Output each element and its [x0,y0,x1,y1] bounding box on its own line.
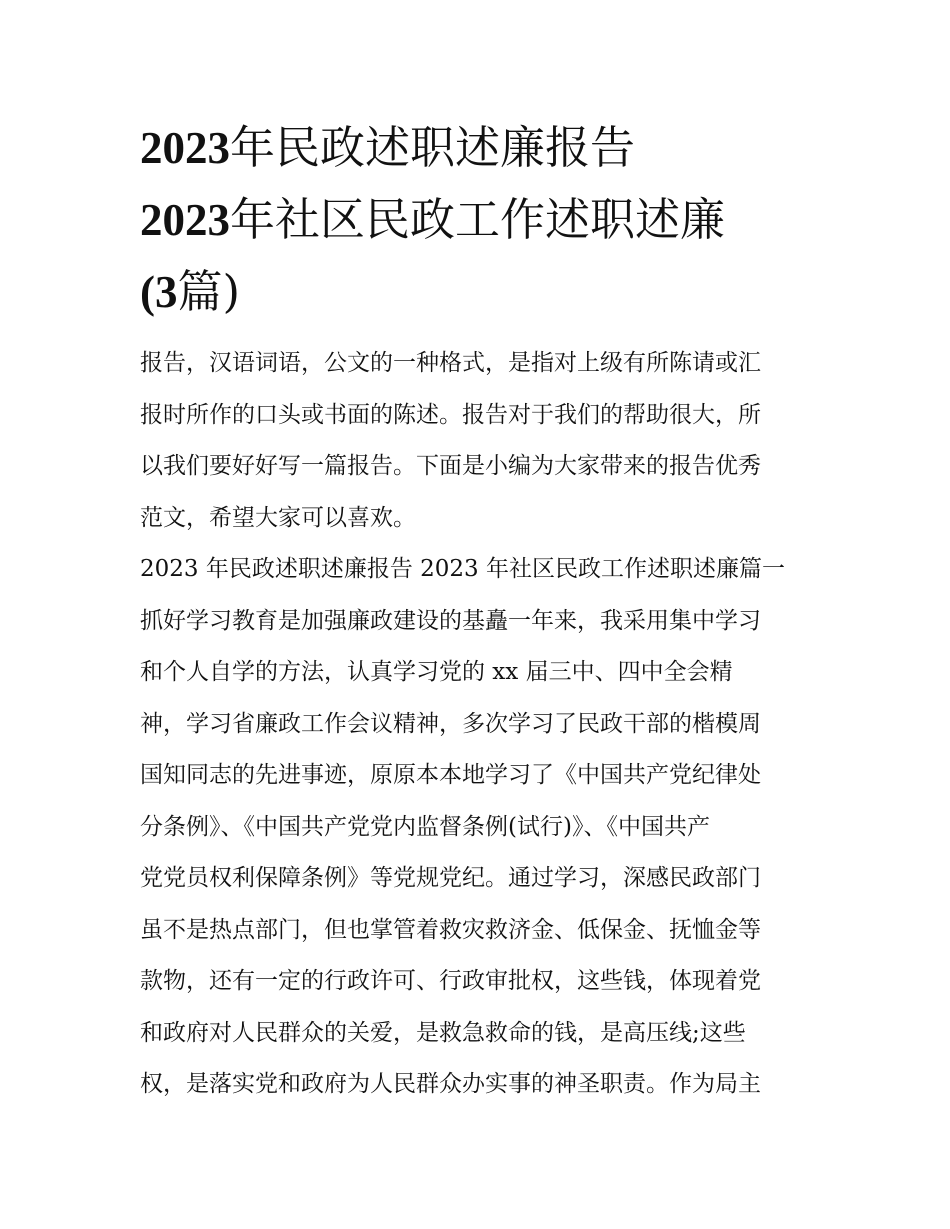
title-line-2-number: 2023 [140,195,230,245]
body-line: 神，学习省廉政工作会议精神，多次学习了民政干部的楷模周 [140,710,761,737]
title-line-2 [140,184,812,256]
body-line: 权，是落实党和政府为人民群众办实事的神圣职责。作为局主 [140,1071,761,1097]
title-line-3-text: 篇) [177,265,241,318]
title-line-1-text: 年民政述职述廉报告 [230,121,636,174]
title-line-2-text: 年社区民政工作述职述廉 [230,193,726,246]
title-line-1-number: 2023 [140,123,230,173]
body-line: 报告，汉语词语，公文的一种格式，是指对上级有所陈请或汇 [140,350,761,376]
body-line: 国知同志的先进事迹，原原本本地学习了《中国共产党纪律处 [140,762,761,788]
body-line: 抓好学习教育是加强廉政建设的基矗一年来，我采用集中学习 [140,607,761,634]
body-line: 2023 年民政述职述廉报告 2023 年社区民政工作述职述廉篇一 [140,556,785,582]
document-title [140,112,812,328]
body-line: 和个人自学的方法，认真学习党的 xx 届三中、四中全会精 [140,659,733,685]
body-line: 分条例》、《中国共产党党内监督条例(试行)》、《中国共产 [140,813,710,840]
document-page [140,112,812,1111]
body-line: 范文，希望大家可以喜欢。 [140,504,416,531]
document-body [140,338,812,1111]
title-line-1 [140,112,812,184]
title-line-3-number: (3 [140,267,178,317]
body-line: 款物，还有一定的行政许可、行政审批权，这些钱，体现着党 [140,968,761,994]
body-line: 以我们要好好写一篇报告。下面是小编为大家带来的报告优秀 [140,453,761,479]
body-line: 虽不是热点部门，但也掌管着救灾救济金、低保金、抚恤金等 [140,916,761,943]
title-line-3 [140,256,812,328]
body-line: 报时所作的口头或书面的陈述。报告对于我们的帮助很大，所 [140,401,761,428]
body-line: 和政府对人民群众的关爱，是救急救命的钱，是高压线;这些 [140,1019,746,1046]
body-line: 党党员权利保障条例》等党规党纪。通过学习，深感民政部门 [140,865,761,891]
